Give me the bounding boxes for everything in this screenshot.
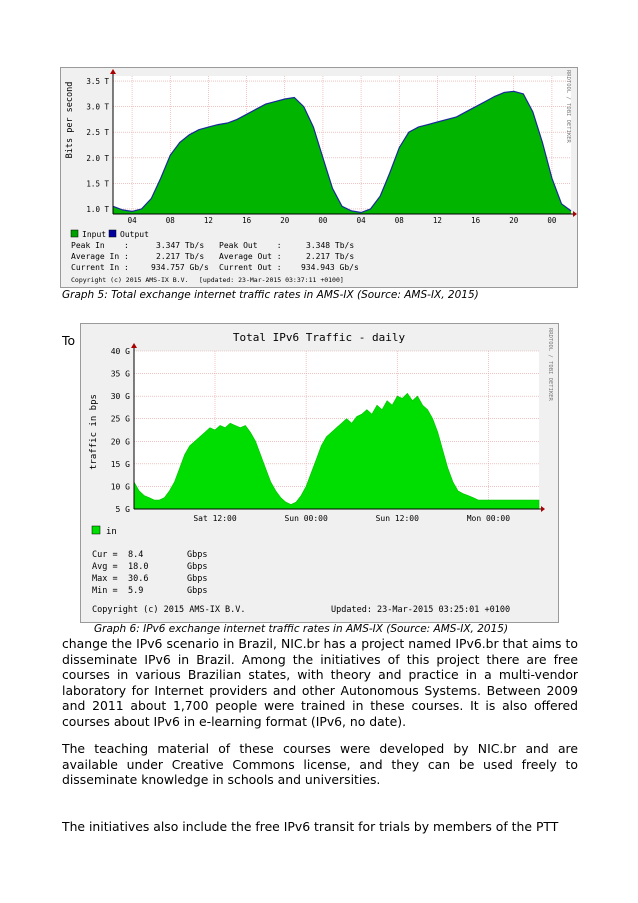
- graph6-stat-min-label: Min =: [92, 586, 118, 596]
- graph6-stat-cur-value: 8.4: [128, 550, 144, 560]
- graph5-cur-in: 934.757 Gb/s: [151, 263, 209, 272]
- y-tick-label: 2.5 T: [86, 128, 109, 138]
- graph5-cur-out: 934.943 Gb/s: [301, 263, 359, 272]
- graph5-y-label: Bits per second: [65, 81, 75, 159]
- graph5-avg-out: 2.217 Tb/s: [306, 252, 355, 261]
- graph6-stat-cur-unit: Gbps: [187, 550, 208, 560]
- x-tick-label: Mon 00:00: [466, 514, 511, 523]
- x-tick-label: 00: [547, 216, 557, 225]
- x-tick-label: 20: [280, 216, 290, 225]
- x-tick-label: 04: [356, 216, 366, 225]
- graph6-figure: [80, 323, 559, 623]
- graph5-figure: [60, 67, 578, 288]
- y-tick-label: 3.0 T: [86, 102, 109, 112]
- y-tick-label: 15 G: [110, 459, 130, 469]
- graph5-peak-out: 3.348 Tb/s: [306, 241, 355, 250]
- graph5-x-arrow: [573, 211, 577, 217]
- x-tick-label: 12: [432, 216, 442, 225]
- graph5-copyright: Copyright (c) 2015 AMS-IX B.V.: [71, 276, 189, 284]
- graph5-y-ticks: [86, 77, 109, 214]
- graph5-x-ticks: [128, 216, 557, 225]
- graph5-avg-in: 2.217 Tb/s: [156, 252, 205, 261]
- graph6-x-ticks: [193, 514, 510, 523]
- graph6-chart: [81, 324, 558, 622]
- graph6-legend-in: in: [106, 527, 117, 537]
- graph6-stat-cur-label: Cur =: [92, 550, 118, 560]
- x-tick-label: 20: [509, 216, 519, 225]
- graph6-copyright: Copyright (c) 2015 AMS-IX B.V.: [92, 605, 246, 615]
- y-tick-label: 3.5 T: [86, 77, 109, 87]
- graph6-y-label: traffic in bps: [89, 394, 99, 470]
- y-tick-label: 2.0 T: [86, 153, 109, 163]
- paragraph-fragment-to: To: [62, 333, 76, 348]
- x-tick-label: Sun 12:00: [375, 514, 419, 523]
- paragraph-teaching-material: The teaching material of these courses were developed by NIC.br and are available under Creative Commons license, and they can be used freely to disseminate knowledge in schools and universities.: [62, 741, 578, 788]
- y-tick-label: 20 G: [110, 437, 130, 447]
- x-tick-label: 16: [242, 216, 252, 225]
- graph6-legend-in-swatch: [92, 526, 100, 534]
- graph5-legend-output: Output: [120, 230, 149, 239]
- y-tick-label: 5 G: [115, 505, 130, 514]
- x-tick-label: Sat 12:00: [193, 514, 237, 523]
- graph6-y-arrow: [131, 343, 137, 348]
- graph5-updated: [updated: 23-Mar-2015 03:37:11 +0100]: [199, 276, 344, 284]
- y-tick-label: 40 G: [110, 347, 130, 356]
- paragraph-ipv6-brazil: change the IPv6 scenario in Brazil, NIC.br has a project named IPv6.br that aims to disseminate IPv6 in Brazil. Among the initiatives of this project there are free courses in various Brazilian states, with theory and practice in a multi-vendor laboratory for Internet providers and other Autonomous Systems. Between 2009 and 2011 about 1,700 people were trained in these courses. It is also offered courses about IPv6 in e-learning format (IPv6, no date).: [62, 636, 578, 729]
- graph5-peak-out-label: Peak Out :: [219, 241, 282, 250]
- graph5-caption: Graph 5: Total exchange internet traffic rates in AMS-IX (Source: AMS-IX, 2015): [62, 289, 479, 301]
- graph6-stat-max-label: Max =: [92, 574, 118, 584]
- paragraph-initiatives: The initiatives also include the free IPv6 transit for trials by members of the PTT: [62, 819, 559, 834]
- x-tick-label: 16: [471, 216, 481, 225]
- graph6-side-label: RRDTOOL / TOBI OETIKER: [547, 328, 553, 401]
- graph5-avg-in-label: Average In :: [71, 252, 129, 261]
- graph6-x-arrow: [541, 506, 545, 512]
- graph6-caption: Graph 6: IPv6 exchange internet traffic rates in AMS-IX (Source: AMS-IX, 2015): [94, 623, 509, 635]
- graph6-stat-avg-unit: Gbps: [187, 562, 208, 572]
- graph6-updated: Updated: 23-Mar-2015 03:25:01 +0100: [331, 605, 511, 615]
- graph5-chart: [61, 68, 577, 287]
- y-tick-label: 30 G: [110, 392, 130, 402]
- x-tick-label: 08: [394, 216, 404, 225]
- x-tick-label: 12: [203, 216, 213, 225]
- x-tick-label: 04: [127, 216, 137, 225]
- graph6-y-ticks: [111, 347, 130, 514]
- x-tick-label: 00: [318, 216, 328, 225]
- graph6-title: Total IPv6 Traffic - daily: [232, 331, 406, 344]
- graph6-stat-max-unit: Gbps: [187, 574, 208, 584]
- graph6-stat-max-value: 30.6: [128, 574, 149, 584]
- graph5-peak-in-label: Peak In :: [71, 241, 129, 250]
- graph5-cur-in-label: Current In :: [71, 263, 129, 272]
- graph6-stat-avg-value: 18.0: [128, 562, 149, 572]
- graph5-legend-output-swatch: [109, 230, 116, 237]
- y-tick-label: 1.0 T: [86, 204, 109, 214]
- y-tick-label: 35 G: [110, 369, 130, 379]
- graph6-stat-min-value: 5.9: [128, 586, 144, 596]
- graph5-peak-in: 3.347 Tb/s: [156, 241, 205, 250]
- graph5-y-arrow: [110, 69, 116, 74]
- y-tick-label: 10 G: [110, 482, 130, 492]
- graph6-stat-avg-label: Avg =: [92, 562, 118, 572]
- graph6-stat-min-unit: Gbps: [187, 586, 208, 596]
- graph5-cur-out-label: Current Out :: [219, 263, 282, 272]
- y-tick-label: 25 G: [110, 414, 130, 424]
- graph5-side-label: RRDTOOL / TOBI OETIKER: [565, 70, 571, 143]
- graph5-legend-input: Input: [82, 230, 107, 239]
- y-tick-label: 1.5 T: [86, 179, 109, 189]
- graph5-legend-input-swatch: [71, 230, 78, 237]
- x-tick-label: Sun 00:00: [284, 514, 328, 523]
- x-tick-label: 08: [165, 216, 175, 225]
- graph5-avg-out-label: Average Out :: [219, 252, 282, 261]
